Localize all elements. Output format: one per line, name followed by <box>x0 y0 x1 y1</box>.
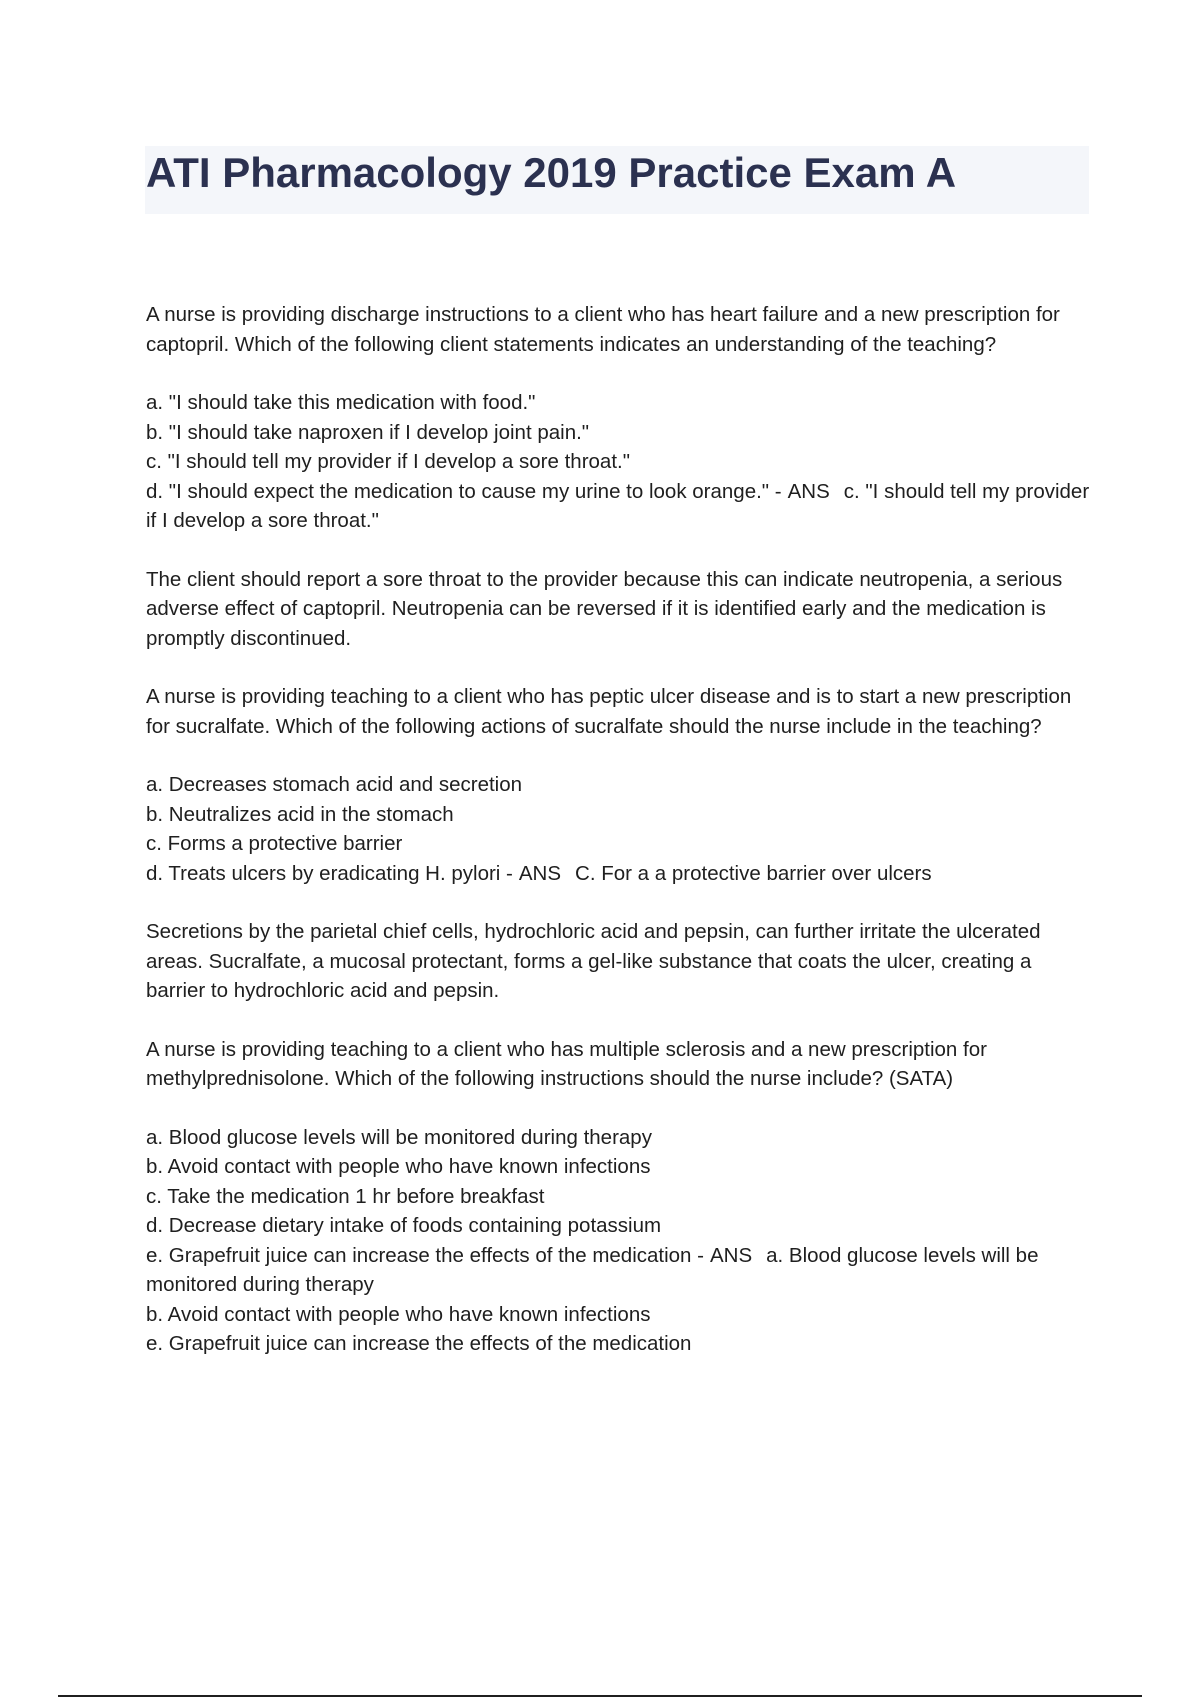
question-3 <box>146 1035 1092 1359</box>
answer-options <box>146 1123 1092 1359</box>
answer-option: b. Neutralizes acid in the stomach <box>146 802 454 826</box>
answer-option: d. Treats ulcers by eradicating H. pylori - <box>146 861 513 885</box>
answer-option: a. Blood glucose levels will be monitored during therapy <box>146 1125 652 1149</box>
answer-option-with-answer <box>146 1241 1092 1300</box>
answer-option: c. Take the medication 1 hr before breakfast <box>146 1184 545 1208</box>
question-stem: A nurse is providing teaching to a client who has multiple sclerosis and a new prescription for methylprednisolone. Which of the following instructions should the nurse include? (SATA) <box>146 1037 987 1090</box>
question-stem: A nurse is providing teaching to a client who has peptic ulcer disease and is to start a new prescription for sucralfate. Which of the following actions of sucralfate should the nurse include in the teaching? <box>146 685 1072 738</box>
question-2 <box>146 682 1092 1006</box>
answer-option: c. Forms a protective barrier <box>146 832 403 855</box>
answer-option: c. "I should tell my provider if I develop a sore throat." <box>146 450 631 473</box>
rationale: The client should report a sore throat to the provider because this can indicate neutropenia, a serious adverse effect of captopril. Neutropenia can be reversed if it is identified early and the medication is promptly discontinued. <box>146 567 1063 650</box>
answer-option-with-answer <box>146 477 1092 536</box>
answer-option: a. "I should take this medication with food." <box>146 391 536 414</box>
answer-label: ANS <box>709 1243 753 1267</box>
answer-label: ANS <box>787 479 830 503</box>
rationale: Secretions by the parietal chief cells, hydrochloric acid and pepsin, can further irritate the ulcerated areas. Sucralfate, a mucosal protectant, forms a gel-like substance that coats the ulcer, creating a barrier to hydrochloric acid and pepsin. <box>146 920 1041 1002</box>
answer-option: d. Decrease dietary intake of foods containing potassium <box>146 1214 662 1237</box>
correct-answer: b. Avoid contact with people who have known infections <box>146 1302 651 1326</box>
document-body <box>146 300 1092 1388</box>
correct-answer: a. Blood glucose levels will be monitored during therapy <box>146 1243 1039 1296</box>
answer-option: b. "I should take naproxen if I develop joint pain." <box>146 420 590 444</box>
footer-divider <box>58 1695 1142 1697</box>
correct-answer: c. "I should tell my provider if I develop a sore throat." <box>146 479 1090 532</box>
question-stem: A nurse is providing discharge instructions to a client who has heart failure and a new prescription for captopril. Which of the following client statements indicates an understanding of the teaching? <box>146 303 1060 356</box>
answer-options <box>146 388 1092 536</box>
correct-answer: e. Grapefruit juice can increase the effects of the medication <box>146 1332 692 1355</box>
correct-answer: C. For a a protective barrier over ulcers <box>575 861 932 885</box>
answer-option: d. "I should expect the medication to cause my urine to look orange." - <box>146 479 782 503</box>
answer-option: b. Avoid contact with people who have known infections <box>146 1155 651 1178</box>
answer-options <box>146 770 1092 888</box>
document-title: ATI Pharmacology 2019 Practice Exam A <box>146 149 957 196</box>
answer-option: a. Decreases stomach acid and secretion <box>146 773 523 796</box>
question-1 <box>146 300 1092 653</box>
answer-option: e. Grapefruit juice can increase the effects of the medication - <box>146 1243 704 1267</box>
answer-option-with-answer <box>146 859 1092 889</box>
answer-label: ANS <box>518 861 562 885</box>
